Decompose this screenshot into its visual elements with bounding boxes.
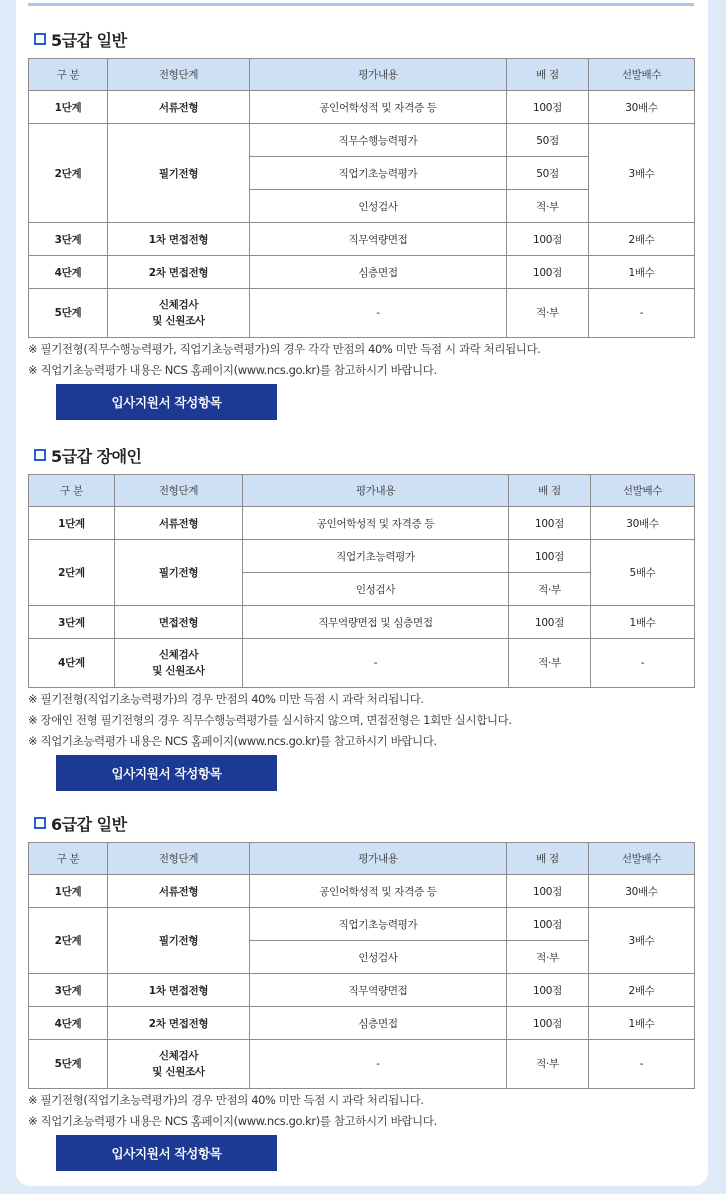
table-header-row (29, 59, 695, 91)
table-row (29, 875, 695, 908)
stage-cell: 4단계 (29, 256, 108, 289)
ratio-cell: - (589, 1040, 695, 1089)
content-cell: 심층면접 (250, 256, 507, 289)
ratio-cell: 3배수 (589, 908, 695, 974)
table-header-row (29, 843, 695, 875)
content-cell: - (250, 1040, 507, 1089)
score-cell: 적·부 (507, 289, 589, 338)
table-header-row (29, 475, 695, 507)
table-row (29, 1040, 695, 1089)
type-cell: 필기전형 (108, 908, 250, 974)
type-cell: 2차 면접전형 (108, 1007, 250, 1040)
note-text: ※ 직업기초능력평가 내용은 NCS 홈페이지(www.ncs.go.kr)를 참고하시기 바랍니다. (28, 734, 437, 748)
stage-cell: 1단계 (29, 91, 108, 124)
content-cell: 직무수행능력평가 (250, 124, 507, 157)
score-cell: 적·부 (507, 1040, 589, 1089)
header-cell: 선발배수 (589, 843, 695, 875)
top-divider (28, 3, 694, 6)
section-6-general (28, 810, 694, 1171)
selection-table (28, 474, 695, 688)
note-text: ※ 직업기초능력평가 내용은 NCS 홈페이지(www.ncs.go.kr)를 참고하시기 바랍니다. (28, 363, 437, 377)
note-text: ※ 필기전형(직무수행능력평가, 직업기초능력평가)의 경우 각각 만점의 40% 미만 득점 시 과락 처리됩니다. (28, 342, 541, 356)
content-cell: - (250, 289, 507, 338)
header-cell: 평가내용 (250, 843, 507, 875)
score-cell: 적·부 (507, 190, 589, 223)
score-cell: 100점 (507, 974, 589, 1007)
table-row (29, 639, 695, 688)
type-cell: 신체검사 및 신원조사 (115, 639, 243, 688)
ratio-cell: 1배수 (591, 606, 695, 639)
type-cell: 1차 면접전형 (108, 974, 250, 1007)
stage-cell: 1단계 (29, 875, 108, 908)
type-cell: 필기전형 (108, 124, 250, 223)
table-row (29, 256, 695, 289)
table-row (29, 974, 695, 1007)
stage-cell: 4단계 (29, 639, 115, 688)
score-cell: 100점 (507, 91, 589, 124)
ratio-cell: 30배수 (589, 875, 695, 908)
score-cell: 50점 (507, 124, 589, 157)
header-cell: 배 점 (507, 843, 589, 875)
square-bullet-icon (34, 33, 46, 45)
header-cell: 평가내용 (243, 475, 509, 507)
score-cell: 100점 (507, 256, 589, 289)
note-text: ※ 필기전형(직업기초능력평가)의 경우 만점의 40% 미만 득점 시 과락 처리됩니다. (28, 692, 424, 706)
ratio-cell: 30배수 (589, 91, 695, 124)
type-cell: 신체검사 및 신원조사 (108, 289, 250, 338)
table-row (29, 289, 695, 338)
header-cell: 선발배수 (589, 59, 695, 91)
square-bullet-icon (34, 449, 46, 461)
table-row (29, 223, 695, 256)
stage-cell: 2단계 (29, 124, 108, 223)
header-cell: 구 분 (29, 843, 108, 875)
stage-cell: 5단계 (29, 289, 108, 338)
content-cell: 직업기초능력평가 (250, 908, 507, 941)
header-cell: 전형단계 (108, 59, 250, 91)
content-cell: 직무역량면접 및 심층면접 (243, 606, 509, 639)
section-5-general (28, 26, 694, 420)
content-cell: 인성검사 (250, 190, 507, 223)
score-cell: 100점 (507, 908, 589, 941)
content-cell: 인성검사 (243, 573, 509, 606)
application-form-button[interactable]: 입사지원서 작성항목 (56, 1135, 277, 1171)
ratio-cell: - (589, 289, 695, 338)
section-title: 5급갑 장애인 (28, 442, 694, 468)
type-cell: 서류전형 (108, 91, 250, 124)
type-cell: 필기전형 (115, 540, 243, 606)
square-bullet-icon (34, 817, 46, 829)
score-cell: 적·부 (509, 639, 591, 688)
type-cell: 면접전형 (115, 606, 243, 639)
ratio-cell: 2배수 (589, 223, 695, 256)
type-cell: 서류전형 (115, 507, 243, 540)
header-cell: 배 점 (507, 59, 589, 91)
content-cell: 공인어학성적 및 자격증 등 (250, 91, 507, 124)
score-cell: 100점 (507, 1007, 589, 1040)
header-cell: 구 분 (29, 475, 115, 507)
ratio-cell: - (591, 639, 695, 688)
table-row (29, 124, 695, 157)
stage-cell: 3단계 (29, 223, 108, 256)
header-cell: 배 점 (509, 475, 591, 507)
application-form-button[interactable]: 입사지원서 작성항목 (56, 384, 277, 420)
ratio-cell: 30배수 (591, 507, 695, 540)
header-cell: 선발배수 (591, 475, 695, 507)
header-cell: 구 분 (29, 59, 108, 91)
application-form-button[interactable]: 입사지원서 작성항목 (56, 755, 277, 791)
table-row (29, 91, 695, 124)
content-cell: - (243, 639, 509, 688)
stage-cell: 4단계 (29, 1007, 108, 1040)
stage-cell: 2단계 (29, 908, 108, 974)
stage-cell: 1단계 (29, 507, 115, 540)
table-row (29, 908, 695, 941)
content-cell: 심층면접 (250, 1007, 507, 1040)
selection-table (28, 842, 695, 1089)
selection-table (28, 58, 695, 338)
section-title: 6급갑 일반 (28, 810, 694, 836)
score-cell: 50점 (507, 157, 589, 190)
header-cell: 전형단계 (115, 475, 243, 507)
note-text: ※ 장애인 전형 필기전형의 경우 직무수행능력평가를 실시하지 않으며, 면접전형은 1회만 실시합니다. (28, 713, 512, 727)
score-cell: 적·부 (509, 573, 591, 606)
header-cell: 평가내용 (250, 59, 507, 91)
ratio-cell: 2배수 (589, 974, 695, 1007)
section-title: 5급갑 일반 (28, 26, 694, 52)
header-cell: 전형단계 (108, 843, 250, 875)
stage-cell: 5단계 (29, 1040, 108, 1089)
content-cell: 인성검사 (250, 941, 507, 974)
type-cell: 2차 면접전형 (108, 256, 250, 289)
note-text: ※ 필기전형(직업기초능력평가)의 경우 만점의 40% 미만 득점 시 과락 처리됩니다. (28, 1093, 424, 1107)
note-text: ※ 직업기초능력평가 내용은 NCS 홈페이지(www.ncs.go.kr)를 참고하시기 바랍니다. (28, 1114, 437, 1128)
score-cell: 적·부 (507, 941, 589, 974)
section-5-disabled (28, 442, 694, 791)
content-cell: 직업기초능력평가 (250, 157, 507, 190)
stage-cell: 3단계 (29, 974, 108, 1007)
stage-cell: 2단계 (29, 540, 115, 606)
score-cell: 100점 (507, 223, 589, 256)
score-cell: 100점 (509, 507, 591, 540)
content-cell: 직무역량면접 (250, 974, 507, 1007)
ratio-cell: 3배수 (589, 124, 695, 223)
score-cell: 100점 (507, 875, 589, 908)
content-cell: 직무역량면접 (250, 223, 507, 256)
score-cell: 100점 (509, 606, 591, 639)
type-cell: 서류전형 (108, 875, 250, 908)
type-cell: 신체검사 및 신원조사 (108, 1040, 250, 1089)
content-cell: 공인어학성적 및 자격증 등 (250, 875, 507, 908)
table-row (29, 1007, 695, 1040)
table-row (29, 540, 695, 573)
table-row (29, 507, 695, 540)
content-cell: 직업기초능력평가 (243, 540, 509, 573)
ratio-cell: 1배수 (589, 256, 695, 289)
ratio-cell: 1배수 (589, 1007, 695, 1040)
table-row (29, 606, 695, 639)
ratio-cell: 5배수 (591, 540, 695, 606)
stage-cell: 3단계 (29, 606, 115, 639)
score-cell: 100점 (509, 540, 591, 573)
type-cell: 1차 면접전형 (108, 223, 250, 256)
content-cell: 공인어학성적 및 자격증 등 (243, 507, 509, 540)
